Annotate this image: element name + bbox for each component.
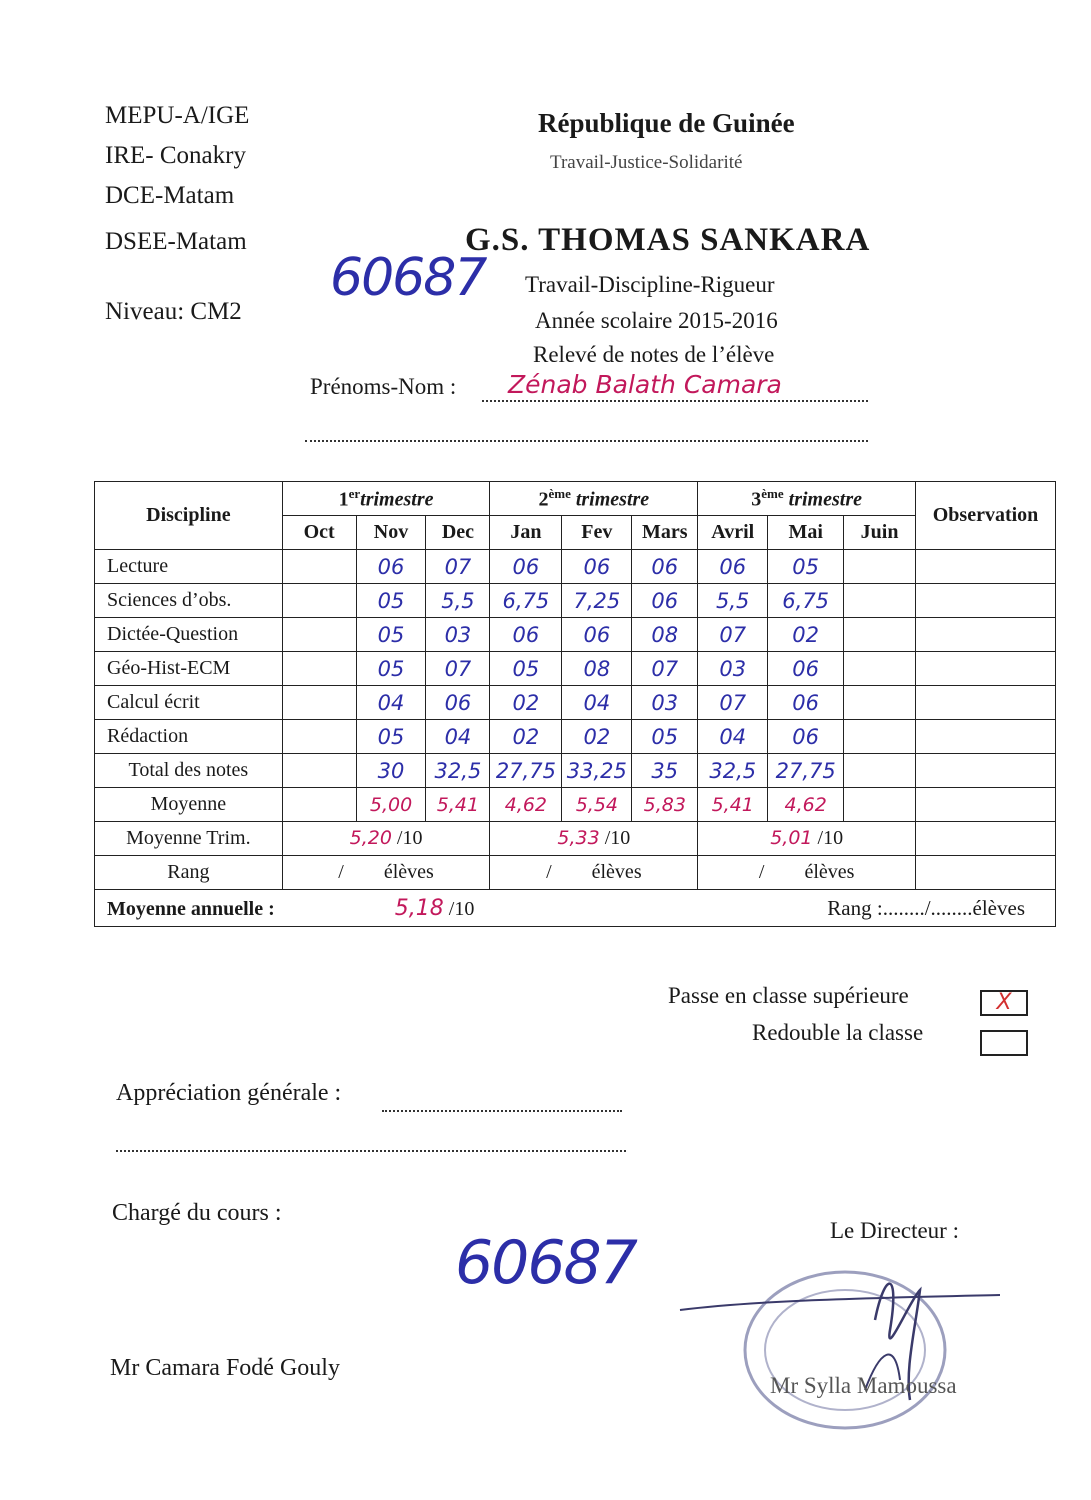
grade-cell	[844, 754, 916, 788]
grade-cell	[844, 550, 916, 584]
moyenne-cell	[844, 788, 916, 822]
republique-title: République de Guinée	[538, 108, 795, 138]
moyenne-cell: 4,62	[768, 788, 844, 822]
observation-cell	[916, 788, 1056, 822]
grade-cell	[282, 618, 356, 652]
observation-cell	[916, 584, 1056, 618]
observation-cell	[916, 686, 1056, 720]
name-label: Prénoms-Nom :	[310, 374, 457, 399]
handwritten-number-bottom: 60687	[455, 1228, 636, 1298]
releve-title: Relevé de notes de l’élève	[533, 342, 775, 367]
grade-cell: 6,75	[490, 584, 562, 618]
grade-cell: 06	[426, 686, 490, 720]
table-row	[95, 550, 1056, 584]
observation-cell	[916, 720, 1056, 754]
grade-cell: 07	[426, 652, 490, 686]
grade-cell	[844, 618, 916, 652]
table-row	[95, 720, 1056, 754]
month-header: Jan	[490, 516, 562, 550]
grade-cell: 04	[426, 720, 490, 754]
grade-cell: 06	[632, 584, 698, 618]
name-dotline	[482, 400, 868, 402]
grade-cell: 27,75	[768, 754, 844, 788]
observation-cell	[916, 822, 1056, 856]
rang-trim-2: / élèves	[490, 856, 698, 890]
header-line: DSEE-Matam	[105, 228, 247, 255]
moy-trim-label: Moyenne Trim.	[95, 822, 283, 856]
passe-checkbox[interactable]: X	[980, 990, 1028, 1016]
discipline-cell: Géo-Hist-ECM	[95, 652, 283, 686]
month-header: Juin	[844, 516, 916, 550]
observation-header: Observation	[916, 482, 1056, 550]
trimestre-2-header: 2ème trimestre	[490, 482, 698, 516]
grade-cell: 32,5	[698, 754, 768, 788]
grade-cell: 07	[632, 652, 698, 686]
grade-cell	[844, 720, 916, 754]
moyenne-cell: 5,41	[426, 788, 490, 822]
moyenne-annuelle-row: Moyenne annuelle : 5,18 /10 Rang :......../........élèves	[95, 890, 1056, 927]
redouble-label: Redouble la classe	[752, 1020, 924, 1045]
redouble-checkbox[interactable]	[980, 1030, 1028, 1056]
header-line: MEPU-A/IGE	[105, 102, 250, 129]
school-year: Année scolaire 2015-2016	[535, 308, 778, 333]
observation-cell	[916, 856, 1056, 890]
moy-trim-1: 5,20 /10	[282, 822, 490, 856]
rang-trim-1: / élèves	[282, 856, 490, 890]
moyenne-cell: 4,62	[490, 788, 562, 822]
appreciation-label: Appréciation générale :	[116, 1080, 342, 1106]
table-row	[95, 652, 1056, 686]
grade-cell	[282, 720, 356, 754]
director-name: Mr Sylla Mamoussa	[770, 1373, 957, 1398]
table-row	[95, 686, 1056, 720]
grade-cell: 08	[562, 652, 632, 686]
header-line: IRE- Conakry	[105, 142, 246, 169]
student-name: Zénab Balath Camara	[508, 370, 782, 399]
grade-cell	[282, 652, 356, 686]
charge-label: Chargé du cours :	[112, 1200, 282, 1226]
discipline-cell: Lecture	[95, 550, 283, 584]
grade-cell: 06	[490, 618, 562, 652]
header-line: DCE-Matam	[105, 182, 235, 209]
grade-cell	[844, 686, 916, 720]
month-header: Dec	[426, 516, 490, 550]
grade-cell: 06	[562, 618, 632, 652]
grade-cell	[282, 584, 356, 618]
month-header: Mai	[768, 516, 844, 550]
observation-cell	[916, 754, 1056, 788]
header-left	[105, 96, 249, 332]
grade-cell: 05	[356, 652, 426, 686]
appreciation-dotline-2	[116, 1150, 626, 1152]
grade-cell: 06	[632, 550, 698, 584]
grade-cell	[282, 754, 356, 788]
grade-cell: 02	[768, 618, 844, 652]
grade-cell: 07	[426, 550, 490, 584]
discipline-header: Discipline	[95, 482, 283, 550]
month-header: Nov	[356, 516, 426, 550]
devise-ecole: Travail-Discipline-Rigueur	[525, 272, 775, 297]
observation-cell	[916, 652, 1056, 686]
devise-nationale: Travail-Justice-Solidarité	[550, 152, 743, 173]
grade-cell: 5,5	[426, 584, 490, 618]
teacher-name: Mr Camara Fodé Gouly	[110, 1355, 340, 1381]
observation-cell	[916, 550, 1056, 584]
moyenne-label: Moyenne	[95, 788, 283, 822]
grade-cell	[282, 686, 356, 720]
month-header: Mars	[632, 516, 698, 550]
grade-cell: 7,25	[562, 584, 632, 618]
grade-cell: 06	[698, 550, 768, 584]
moyenne-cell	[282, 788, 356, 822]
grade-cell: 6,75	[768, 584, 844, 618]
grade-cell: 05	[632, 720, 698, 754]
grade-cell	[282, 550, 356, 584]
grade-cell: 05	[356, 720, 426, 754]
grade-cell: 07	[698, 618, 768, 652]
handwritten-number-top: 60687	[330, 248, 486, 308]
grades-table	[94, 481, 1056, 927]
moyenne-cell: 5,54	[562, 788, 632, 822]
table-row	[95, 618, 1056, 652]
observation-cell	[916, 618, 1056, 652]
discipline-cell: Total des notes	[95, 754, 283, 788]
trimestre-1-header: 1ertrimestre	[282, 482, 490, 516]
grade-cell: 05	[768, 550, 844, 584]
moy-trim-3: 5,01 /10	[698, 822, 916, 856]
rang-label: Rang	[95, 856, 283, 890]
grade-cell: 02	[490, 686, 562, 720]
grade-cell: 03	[698, 652, 768, 686]
month-header: Oct	[282, 516, 356, 550]
grade-cell: 5,5	[698, 584, 768, 618]
grade-cell: 04	[562, 686, 632, 720]
grade-cell: 04	[356, 686, 426, 720]
table-row	[95, 584, 1056, 618]
grade-cell: 27,75	[490, 754, 562, 788]
moyenne-cell: 5,41	[698, 788, 768, 822]
trimestre-3-header: 3ème trimestre	[698, 482, 916, 516]
grade-cell: 04	[698, 720, 768, 754]
month-header: Avril	[698, 516, 768, 550]
table-row	[95, 754, 1056, 788]
niveau: Niveau: CM2	[105, 298, 242, 325]
month-header: Fev	[562, 516, 632, 550]
grade-cell: 02	[562, 720, 632, 754]
rang-trim-3: / élèves	[698, 856, 916, 890]
grade-cell: 35	[632, 754, 698, 788]
discipline-cell: Rédaction	[95, 720, 283, 754]
grade-cell: 30	[356, 754, 426, 788]
grade-cell: 06	[490, 550, 562, 584]
grade-cell: 06	[562, 550, 632, 584]
discipline-cell: Sciences d’obs.	[95, 584, 283, 618]
grade-cell: 06	[768, 652, 844, 686]
stamp-signature-icon	[670, 1240, 1010, 1450]
grade-cell: 03	[632, 686, 698, 720]
passe-label: Passe en classe supérieure	[668, 983, 909, 1008]
grade-cell	[844, 652, 916, 686]
moyenne-cell: 5,83	[632, 788, 698, 822]
moyenne-cell: 5,00	[356, 788, 426, 822]
discipline-cell: Calcul écrit	[95, 686, 283, 720]
grade-cell: 05	[356, 584, 426, 618]
moy-trim-2: 5,33 /10	[490, 822, 698, 856]
grade-cell: 06	[768, 720, 844, 754]
grade-cell: 06	[768, 686, 844, 720]
grade-cell: 08	[632, 618, 698, 652]
school-name: G.S. THOMAS SANKARA	[465, 222, 871, 258]
grade-cell: 07	[698, 686, 768, 720]
grade-cell: 02	[490, 720, 562, 754]
grade-cell: 32,5	[426, 754, 490, 788]
grade-cell	[844, 584, 916, 618]
grade-cell: 06	[356, 550, 426, 584]
directeur-label: Le Directeur :	[830, 1218, 959, 1243]
grade-cell: 05	[356, 618, 426, 652]
grade-cell: 05	[490, 652, 562, 686]
appreciation-dotline	[382, 1110, 622, 1112]
discipline-cell: Dictée-Question	[95, 618, 283, 652]
grade-cell: 03	[426, 618, 490, 652]
grade-cell: 33,25	[562, 754, 632, 788]
name-dotline-2	[305, 440, 868, 442]
